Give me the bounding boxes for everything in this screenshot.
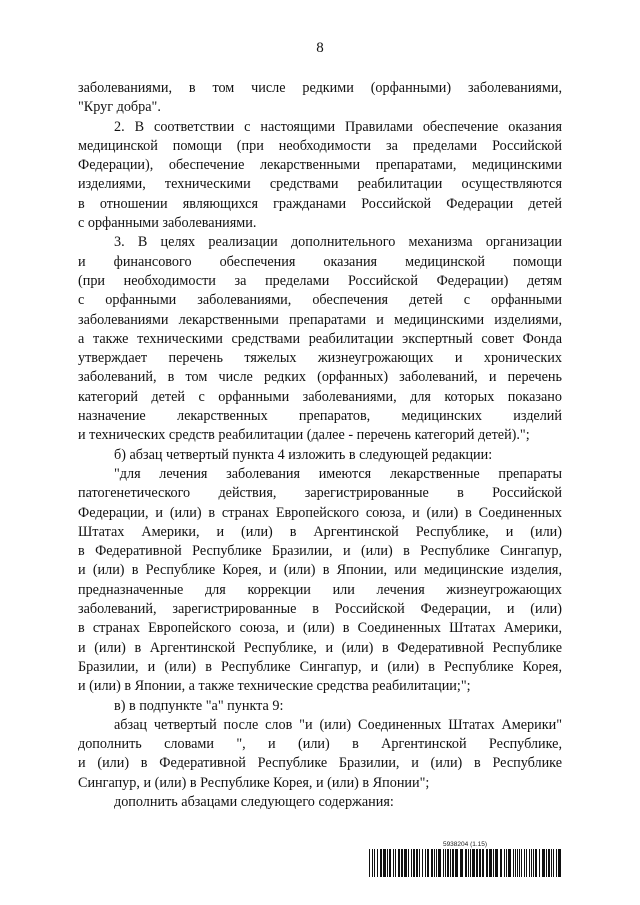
text-line: Бразилии, и (или) в Республике Сингапур, и (или) в Республике Корея,: [78, 658, 562, 675]
barcode-bar: [387, 849, 388, 877]
barcode-bar: [553, 849, 554, 877]
barcode-bar: [398, 849, 400, 877]
barcode-bar: [413, 849, 415, 877]
text-line: "Круг добра".: [78, 99, 161, 116]
barcode-bar: [436, 849, 437, 877]
barcode-bar: [452, 849, 454, 877]
text-line: Штатах Америки, и (или) в Аргентинской Республике, и (или): [78, 523, 562, 540]
barcode-bar: [372, 849, 373, 877]
barcode-bar: [472, 849, 475, 877]
text-line: и финансового обеспечения оказания медицинской помощи: [78, 253, 562, 270]
text-line: 2. В соответствии с настоящими Правилами обеспечение оказания: [114, 118, 562, 135]
text-line: предназначенные для коррекции или лечения жизнеугрожающих: [78, 581, 562, 598]
barcode-bar: [493, 849, 494, 877]
barcode-bar: [419, 849, 420, 877]
barcode-bar: [416, 849, 418, 877]
text-line: патогенетического действия, зарегистрированные в Российской: [78, 485, 562, 502]
barcode-bar: [551, 849, 552, 877]
barcode-bar: [404, 849, 407, 877]
text-line: дополнить абзацами следующего содержания:: [114, 793, 394, 810]
barcode-bar: [517, 849, 518, 877]
barcode-bar: [374, 849, 375, 877]
text-line: абзац четвертый после слов "и (или) Соединенных Штатах Америки": [114, 716, 562, 733]
barcode-bar: [427, 849, 429, 877]
text-line: в) в подпункте "а" пункта 9:: [114, 697, 284, 714]
text-line: б) абзац четвертый пункта 4 изложить в следующей редакции:: [114, 446, 493, 463]
text-line: в отношении являющихся гражданами Российской Федерации детей: [78, 195, 562, 212]
barcode-bar: [515, 849, 516, 877]
barcode-bar: [556, 849, 557, 877]
text-line: с орфанными заболеваниями.: [78, 215, 257, 232]
barcode-bar: [495, 849, 498, 877]
text-line: и (или) в Аргентинской Республике, и (или) в Федеративной Республике: [78, 639, 562, 656]
barcode-bar: [482, 849, 484, 877]
barcode-bar: [508, 849, 511, 877]
barcode-bar: [506, 849, 507, 877]
barcode-bar: [425, 849, 426, 877]
text-line: изделиями, техническими средствами реабилитации осуществляются: [78, 176, 562, 193]
text-line: с орфанными заболеваниями, обеспечения детей с орфанными: [78, 292, 562, 309]
text-line: и (или) в Японии, а также технические средства реабилитации;";: [78, 678, 471, 695]
barcode-bar: [455, 849, 458, 877]
barcode-bar: [533, 849, 534, 877]
text-line: 3. В целях реализации дополнительного механизма организации: [114, 234, 562, 251]
barcode-bar: [408, 849, 409, 877]
barcode-bar: [470, 849, 471, 877]
barcode-bar: [411, 849, 412, 877]
barcode-bar: [447, 849, 449, 877]
barcode-caption: 5938204 (1.15): [442, 841, 488, 848]
barcode-bar: [519, 849, 520, 877]
text-line: назначение лекарственных препаратов, медицинских изделий: [78, 408, 562, 425]
barcode-bar: [542, 849, 545, 877]
barcode-bar: [535, 849, 537, 877]
barcode-bar: [401, 849, 403, 877]
barcode-bar: [558, 849, 561, 877]
barcode-bar: [489, 849, 492, 877]
text-line: дополнить словами ", и (или) в Аргентинской Республике,: [78, 736, 562, 753]
barcode-bar: [465, 849, 467, 877]
barcode-bar: [434, 849, 435, 877]
barcode-bar: [460, 849, 463, 877]
text-line: а также техническими средствами реабилитации экспертный совет Фонда: [78, 330, 562, 347]
text-line: и (или) в Федеративной Республике Бразилии, и (или) в Республике: [78, 755, 562, 772]
text-line: в странах Европейского союза, и (или) в Соединенных Штатах Америки,: [78, 620, 562, 637]
barcode-bar: [529, 849, 530, 877]
barcode-bar: [526, 849, 527, 877]
barcode-bar: [389, 849, 391, 877]
barcode-bar: [468, 849, 469, 877]
text-line: и технических средств реабилитации (далее - перечень категорий детей).";: [78, 427, 530, 444]
barcode-bar: [524, 849, 525, 877]
barcode-bar: [531, 849, 532, 877]
barcode-bar: [521, 849, 522, 877]
barcode-bar: [369, 849, 370, 877]
barcode-bar: [422, 849, 423, 877]
text-line: (при необходимости за пределами Российской Федерации) детям: [78, 272, 562, 289]
barcode-bar: [513, 849, 514, 877]
barcode-bar: [377, 849, 378, 877]
text-line: Сингапур, и (или) в Республике Корея, и (или) в Японии";: [78, 774, 430, 791]
document-body: [78, 79, 562, 812]
text-line: заболеваний, зарегистрированные в Российской Федерации, и (или): [78, 601, 562, 618]
barcode-bar: [443, 849, 444, 877]
barcode-bar: [395, 849, 396, 877]
barcode-bar: [438, 849, 441, 877]
barcode-bar: [476, 849, 478, 877]
barcode-bar: [393, 849, 394, 877]
text-line: утверждает перечень тяжелых жизнеугрожающих и хронических: [78, 350, 562, 367]
barcode: [369, 841, 561, 877]
text-line: заболеваний, в том числе редких (орфанных) заболеваний, и перечень: [78, 369, 562, 386]
page-number: 8: [316, 40, 324, 56]
barcode-bar: [445, 849, 446, 877]
barcode-bar: [380, 849, 382, 877]
text-line: и (или) в Республике Корея, и (или) в Японии, или медицинские изделия,: [78, 562, 562, 579]
barcode-bar: [539, 849, 540, 877]
barcode-bars: [369, 849, 561, 877]
barcode-bar: [504, 849, 505, 877]
barcode-bar: [450, 849, 451, 877]
barcode-bar: [383, 849, 386, 877]
text-line: в Федеративной Республике Бразилии, и (или) в Республике Сингапур,: [78, 543, 562, 560]
barcode-bar: [431, 849, 433, 877]
barcode-bar: [546, 849, 547, 877]
text-line: Федерации, и (или) в странах Европейского союза, и (или) в Соединенных: [78, 504, 562, 521]
barcode-bar: [500, 849, 502, 877]
barcode-bar: [486, 849, 488, 877]
text-line: категорий детей с орфанными заболеваниями, для которых показано: [78, 388, 562, 405]
text-line: "для лечения заболевания имеются лекарственные препараты: [114, 465, 562, 482]
barcode-bar: [548, 849, 550, 877]
text-line: заболеваниями, в том числе редкими (орфанными) заболеваниями,: [78, 80, 562, 96]
text-line: Федерации), обеспечение лекарственными препаратами, медицинскими: [78, 157, 562, 174]
barcode-bar: [479, 849, 481, 877]
text-line: заболеваниями лекарственными препаратами и медицинскими изделиями,: [78, 311, 562, 328]
text-line: медицинской помощи (при необходимости за пределами Российской: [78, 137, 562, 154]
